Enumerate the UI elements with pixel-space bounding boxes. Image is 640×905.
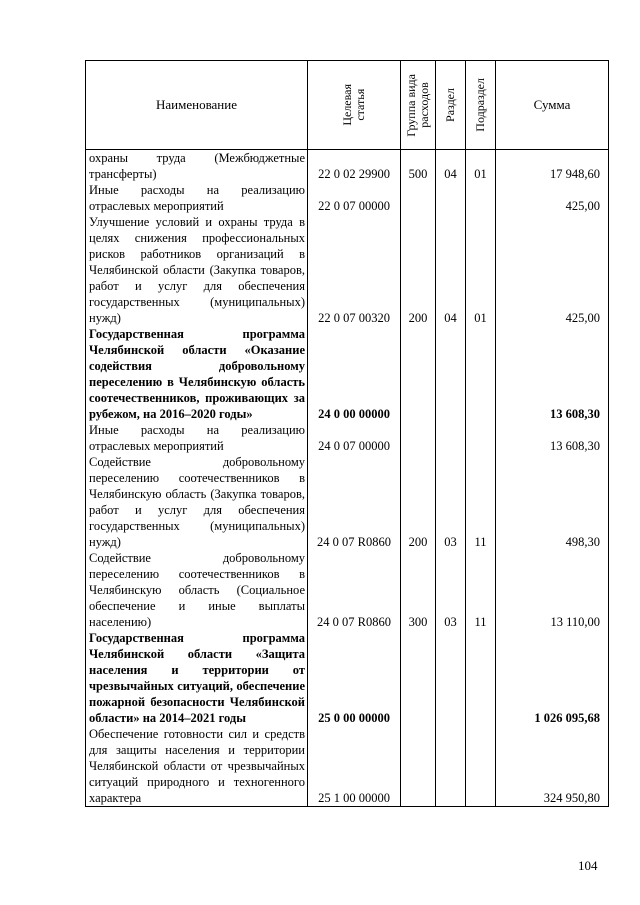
- table-body: [86, 150, 609, 807]
- table-row: [86, 214, 609, 326]
- row-expense-group: [401, 182, 436, 214]
- row-section: [436, 422, 466, 454]
- row-section: [436, 726, 466, 807]
- table-row: [86, 182, 609, 214]
- budget-table: [85, 60, 609, 807]
- row-target-article: 24 0 00 00000: [308, 326, 401, 422]
- table-row: [86, 550, 609, 630]
- table-row: [86, 454, 609, 550]
- header-expense-group: [401, 61, 436, 150]
- row-sum: 17 948,60: [496, 150, 609, 183]
- row-subsection: 11: [466, 454, 496, 550]
- row-subsection: [466, 326, 496, 422]
- row-section: 04: [436, 150, 466, 183]
- row-subsection: [466, 726, 496, 807]
- row-subsection: 01: [466, 214, 496, 326]
- header-expense-group-label: Группа вида расходов: [404, 73, 431, 137]
- row-subsection: [466, 182, 496, 214]
- row-subsection: [466, 630, 496, 726]
- row-expense-group: 300: [401, 550, 436, 630]
- table-row: [86, 630, 609, 726]
- row-name: Содействие добровольному переселению соотечественников в Челябинскую область (Социальное обеспечение и иные выплаты населению): [86, 550, 308, 630]
- row-sum: 13 110,00: [496, 550, 609, 630]
- row-name: Улучшение условий и охраны труда в целях снижения профессиональных рисков работников организаций в Челябинской области (Закупка товаров, работ и услуг для обеспечения государственных (муниципальных) нужд): [86, 214, 308, 326]
- row-target-article: 24 0 07 00000: [308, 422, 401, 454]
- row-section: [436, 182, 466, 214]
- table-row: [86, 150, 609, 183]
- row-target-article: 22 0 07 00000: [308, 182, 401, 214]
- row-expense-group: [401, 726, 436, 807]
- row-expense-group: [401, 630, 436, 726]
- row-name: Государственная программа Челябинской области «Защита населения и территории от чрезвычайных ситуаций, обеспечение пожарной безопасности Челябинской области» на 2014–2021 годы: [86, 630, 308, 726]
- header-sum: Сумма: [496, 61, 609, 150]
- row-target-article: 22 0 02 29900: [308, 150, 401, 183]
- row-expense-group: 500: [401, 150, 436, 183]
- row-sum: 425,00: [496, 214, 609, 326]
- row-name: Обеспечение готовности сил и средств для защиты населения и территории Челябинской области от чрезвычайных ситуаций природного и техногенного характера: [86, 726, 308, 807]
- table-row: [86, 726, 609, 807]
- header-section: [436, 61, 466, 150]
- row-target-article: 24 0 07 R0860: [308, 454, 401, 550]
- row-target-article: 22 0 07 00320: [308, 214, 401, 326]
- row-sum: 13 608,30: [496, 326, 609, 422]
- row-expense-group: 200: [401, 454, 436, 550]
- row-section: 03: [436, 550, 466, 630]
- row-sum: 498,30: [496, 454, 609, 550]
- row-name: Государственная программа Челябинской области «Оказание содействия добровольному переселению в Челябинскую область соотечественников, проживающих за рубежом, на 2016–2020 годы»: [86, 326, 308, 422]
- row-name: Содействие добровольному переселению соотечественников в Челябинскую область (Закупка товаров, работ и услуг для обеспечения государственных (муниципальных) нужд): [86, 454, 308, 550]
- header-section-label: Раздел: [443, 88, 457, 122]
- row-subsection: 01: [466, 150, 496, 183]
- row-expense-group: [401, 422, 436, 454]
- row-name: охраны труда (Межбюджетные трансферты): [86, 150, 308, 183]
- row-name: Иные расходы на реализацию отраслевых мероприятий: [86, 182, 308, 214]
- header-target-article: [308, 61, 401, 150]
- header-subsection-label: Подраздел: [473, 78, 487, 132]
- row-section: 03: [436, 454, 466, 550]
- row-section: 04: [436, 214, 466, 326]
- page-number: 104: [578, 858, 598, 873]
- row-expense-group: [401, 326, 436, 422]
- row-section: [436, 630, 466, 726]
- row-sum: 13 608,30: [496, 422, 609, 454]
- header-name: Наименование: [86, 61, 308, 150]
- header-subsection: [466, 61, 496, 150]
- row-expense-group: 200: [401, 214, 436, 326]
- row-target-article: 25 0 00 00000: [308, 630, 401, 726]
- row-sum: 324 950,80: [496, 726, 609, 807]
- row-target-article: 25 1 00 00000: [308, 726, 401, 807]
- header-target-article-label: Целевая статья: [340, 84, 367, 126]
- row-section: [436, 326, 466, 422]
- row-target-article: 24 0 07 R0860: [308, 550, 401, 630]
- row-name: Иные расходы на реализацию отраслевых мероприятий: [86, 422, 308, 454]
- row-subsection: 11: [466, 550, 496, 630]
- row-sum: 425,00: [496, 182, 609, 214]
- row-sum: 1 026 095,68: [496, 630, 609, 726]
- row-subsection: [466, 422, 496, 454]
- table-header: [86, 61, 609, 150]
- table-row: [86, 422, 609, 454]
- table-row: [86, 326, 609, 422]
